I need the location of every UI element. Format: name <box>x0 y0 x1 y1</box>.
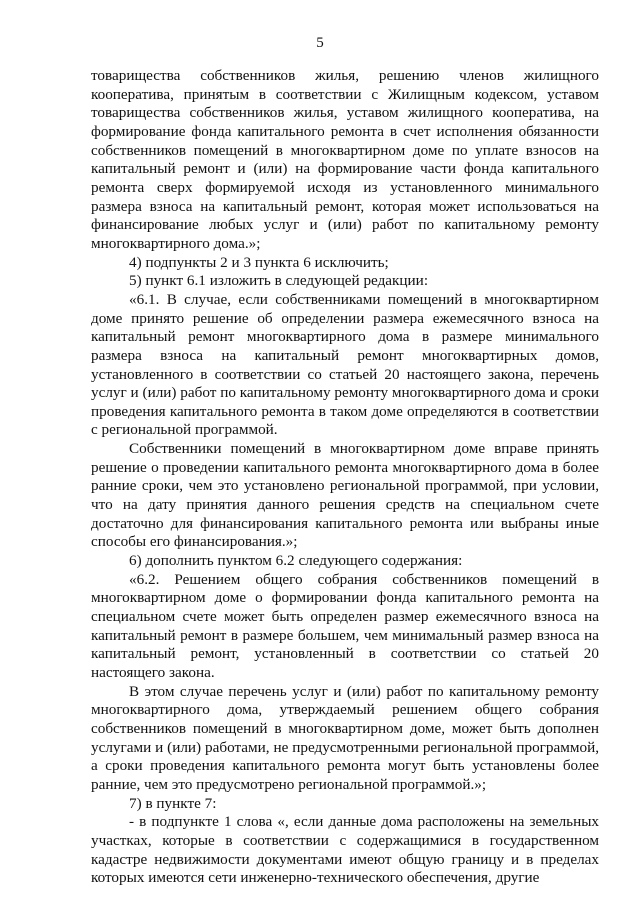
paragraph-item-4: 4) подпункты 2 и 3 пункта 6 исключить; <box>129 253 389 271</box>
paragraph-clause-6-2: «6.2. Решением общего собрания собственников помещений в многоквартирном доме о формировании фонда капитального ремонта на специальном счете может быть определен размер ежемесячного взноса на капитальный ремонт в размере большем, чем минимальный размер взноса на капитальный ремонт, установленный в соответствии со статьей 20 настоящего закона. <box>91 570 599 681</box>
paragraph-item-6: 6) дополнить пунктом 6.2 следующего содержания: <box>129 552 463 570</box>
paragraph-continuation: товарищества собственников жилья, решению членов жилищного кооператива, принятым в соответствии с Жилищным кодексом, уставом товарищества собственников жилья, уставом жилищного кооператива, на формирование фонда капитального ремонта в счет исполнения обязанности собственников помещений в многоквартирном доме по уплате взносов на капитальный ремонт и (или) на формирование части фонда капитального ремонта сверх формируемой исходя из установленного минимального размера взноса на капитальный ремонт, которая может использоваться на финансирование любых услуг и (или) работ по капитальному ремонту многоквартирного дома.»; <box>91 67 599 252</box>
paragraph-item-7: 7) в пункте 7: <box>129 794 217 812</box>
paragraph-clause-6-1-part-2: Собственники помещений в многоквартирном доме вправе принять решение о проведении капитального ремонта многоквартирного дома в более ранние сроки, чем это установлено региональной программой, при условии, что на дату принятия данного решения средств на специальном счете достаточно для финансирования капитального ремонта или выбраны иные способы его финансирования.»; <box>91 440 599 551</box>
paragraph-clause-6-1: «6.1. В случае, если собственниками помещений в многоквартирном доме принято решение об определении размера ежемесячного взноса на капитальный ремонт многоквартирного дома в размере минимального размера взноса на капитальный ремонт многоквартирных домов, установленного в соответствии со статьей 20 настоящего закона, перечень услуг и (или) работ по капитальному ремонту многоквартирного дома и сроки проведения капитального ремонта в таком доме определяются в соответствии с региональной программой. <box>91 290 599 439</box>
document-body <box>91 67 599 888</box>
paragraph-item-5: 5) пункт 6.1 изложить в следующей редакции: <box>129 272 429 290</box>
page-number: 5 <box>316 35 324 51</box>
paragraph-clause-6-2-part-2: В этом случае перечень услуг и (или) работ по капитальному ремонту многоквартирного дома, утверждаемый решением общего собрания собственников помещений в многоквартирном доме, может быть дополнен услугами и (или) работами, не предусмотренными региональной программой, а сроки проведения капитального ремонта могут быть установлены более ранние, чем это предусмотрено региональной программой.»; <box>91 682 599 793</box>
paragraph-subitem-1: - в подпункте 1 слова «, если данные дома расположены на земельных участках, которые в соответствии с содержащимися в государственном кадастре недвижимости документами имеют общую границу и в пределах которых имеются сети инженерно-технического обеспечения, другие <box>91 813 599 887</box>
